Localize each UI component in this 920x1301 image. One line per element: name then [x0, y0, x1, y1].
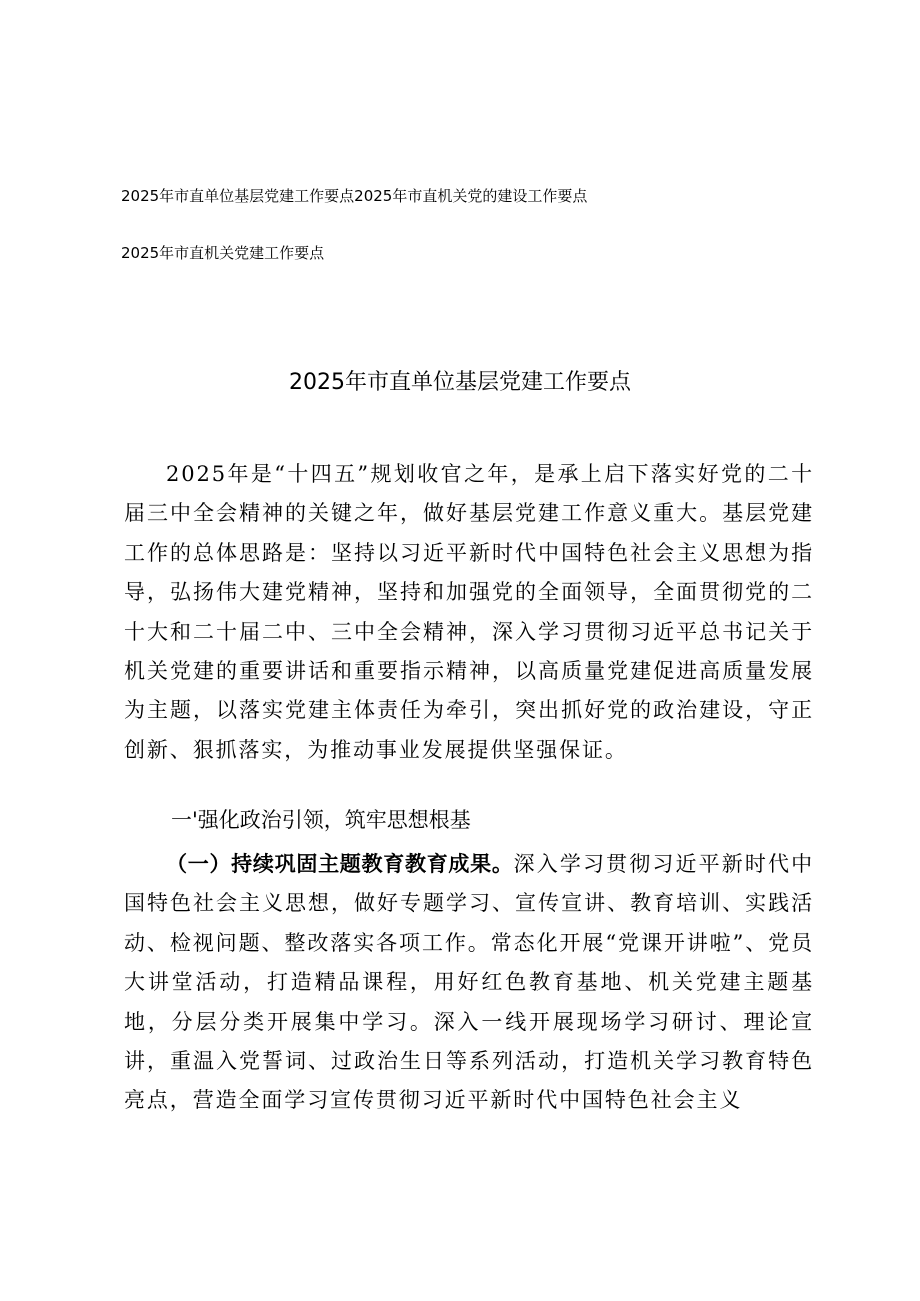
- intro-paragraph: 2025年是“十四五”规划收官之年，是承上启下落实好党的二十届三中全会精神的关键之年，做好基层党建工作意义重大。基层党建工作的总体思路是：坚持以习近平新时代中国特色社会主义思想为指导，弘扬伟大建党精神，坚持和加强党的全面领导，全面贯彻党的二十大和二十届二中、三中全会精神，深入学习贯彻习近平总书记关于机关党建的重要讲话和重要指示精神，以高质量党建促进高质量发展为主题，以落实党建主体责任为牵引，突出抓好党的政治建设，守正创新、狠抓落实，为推动事业发展提供坚强保证。: [124, 462, 814, 762]
- toc-line-1: 2025年市直单位基层党建工作要点2025年市直机关党的建设工作要点: [121, 187, 588, 205]
- item-1-body: 深入学习贯彻习近平新时代中国特色社会主义思想，做好专题学习、宣传宣讲、教育培训、实践活动、检视问题、整改落实各项工作。常态化开展“党课开讲啦”、党员大讲堂活动，打造精品课程，用好红色教育基地、机关党建主题基地，分层分类开展集中学习。深入一线开展现场学习研讨、理论宣讲，重温入党誓词、过政治生日等系列活动，打造机关学习教育特色亮点，营造全面学习宣传贯彻习近平新时代中国特色社会主义: [124, 852, 815, 1113]
- document-title: 2025年市直单位基层党建工作要点: [289, 370, 631, 395]
- item-1-paragraph: [124, 845, 814, 1121]
- toc-line-2: 2025年市直机关党建工作要点: [121, 244, 325, 262]
- section-1-heading: 一'强化政治引领，筑牢思想根基: [171, 808, 471, 832]
- item-1-lead: （一）持续巩固主题教育教育成果。: [166, 852, 514, 876]
